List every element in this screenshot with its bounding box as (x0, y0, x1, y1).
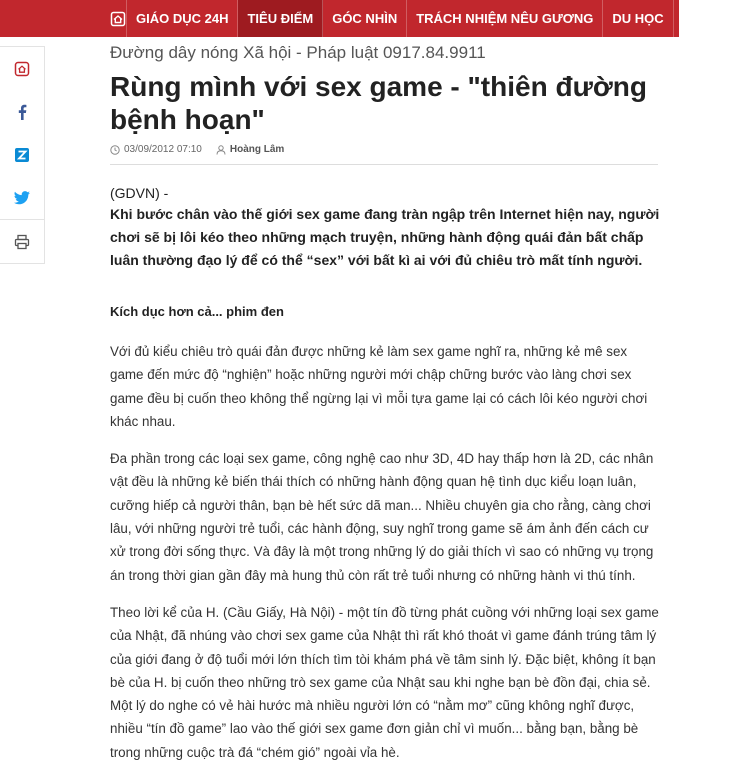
clock-icon (110, 145, 120, 155)
share-twitter-button[interactable] (0, 176, 44, 219)
share-home-button[interactable] (0, 47, 44, 90)
article-title: Rùng mình với sex game - "thiên đường bệnh hoạn" (110, 71, 647, 135)
publish-date: 03/09/2012 07:10 (124, 144, 202, 155)
user-icon (216, 145, 226, 155)
twitter-icon (14, 191, 30, 205)
article-paragraph: Đa phần trong các loại sex game, công nghệ cao như 3D, 4D hay thấp hơn là 2D, các nhân vật đều là những kẻ biến thái thích có những hành động quan hệ tình dục kiểu loạn luân, cưỡng hiếp cả người thân, bạn bè hết sức dã man... Nhiều chuyên gia cho rằng, càng chơi lâu, với những người trẻ tuổi, các hành động, suy nghĩ trong game sẽ ám ảnh đến cách cư xử trong đời sống thực. Và đây là một trong những lý do giải thích vì sao có những vụ trọng án trong thời gian gần đây mà hung thủ còn rất trẻ tuổi nhưng có những hành vi thú tính. (110, 451, 654, 583)
author-name[interactable]: Hoàng Lâm (229, 144, 285, 155)
zalo-icon (14, 147, 30, 163)
nav-item-giao-duc-24h[interactable]: GIÁO DỤC 24H (127, 0, 238, 37)
home-icon (110, 11, 126, 27)
article-meta (110, 144, 658, 165)
share-facebook-button[interactable] (0, 90, 44, 133)
article (110, 42, 660, 778)
hotline-banner[interactable]: Đường dây nóng Xã hội - Pháp luật 0917.84.9911 (110, 43, 486, 62)
nav-home-button[interactable] (110, 0, 127, 37)
share-zalo-button[interactable] (0, 133, 44, 176)
home-icon (14, 61, 30, 77)
article-paragraph: Với đủ kiểu chiêu trò quái đản được những kẻ làm sex game nghĩ ra, những kẻ mê sex game đến mức độ “nghiện” hoặc những người mới chập chững bước vào làng chơi sex game đều bị cuốn theo không thể ngừng lại vì mỗi tựa game lại có cách lôi kéo người chơi khác nhau. (110, 344, 648, 429)
nav-item-trach-nhiem-neu-guong[interactable]: TRÁCH NHIỆM NÊU GƯƠNG (407, 0, 603, 37)
nav-item-suc-khoe[interactable]: SỨC KHO (674, 0, 754, 37)
share-bar (0, 46, 45, 264)
print-icon (14, 234, 30, 250)
article-sapo: Khi bước chân vào thế giới sex game đang tràn ngập trên Internet hiện nay, người chơi sẽ bị lôi kéo theo những mạch truyện, những hành động quái đản bất chấp luân thường đạo lý để có thể “sex” với bất kì ai với đủ chiêu trò mất tính người. (110, 206, 660, 268)
article-paragraph: Theo lời kể của H. (Cầu Giấy, Hà Nội) - một tín đồ từng phát cuồng với những loại sex game của Nhật, đã nhúng vào chơi sex game của Nhật thì rất khó thoát vì game đánh trúng tâm lý của giới đang ở độ tuổi mới lớn thích tìm tòi khám phá về tâm sinh lý. Đặc biệt, không ít bạn bè của H. bị cuốn theo những trò sex game của Nhật sau khi nghe bạn bè đồn đại, chia sẻ. Một lý do nghe có vẻ hài hước mà nhiều người lớn có “nằm mơ” cũng không nghĩ được, nhiều “tín đồ game” lao vào thế giới sex game đơn giản chỉ vì muốn... bằng bạn, bằng bè trong những cuộc trà đá “chém gió” ngoài vỉa hè. (110, 604, 659, 760)
nav-item-du-hoc[interactable]: DU HỌC (603, 0, 673, 37)
nav-item-goc-nhin[interactable]: GÓC NHÌN (323, 0, 407, 37)
article-subheading: Kích dục hơn cả... phim đen (110, 304, 284, 319)
nav-item-tieu-diem[interactable]: TIÊU ĐIỂM (238, 0, 323, 37)
print-button[interactable] (0, 220, 44, 263)
facebook-icon (15, 104, 29, 120)
article-source: (GDVN) - (110, 185, 169, 201)
top-navigation (0, 0, 744, 37)
